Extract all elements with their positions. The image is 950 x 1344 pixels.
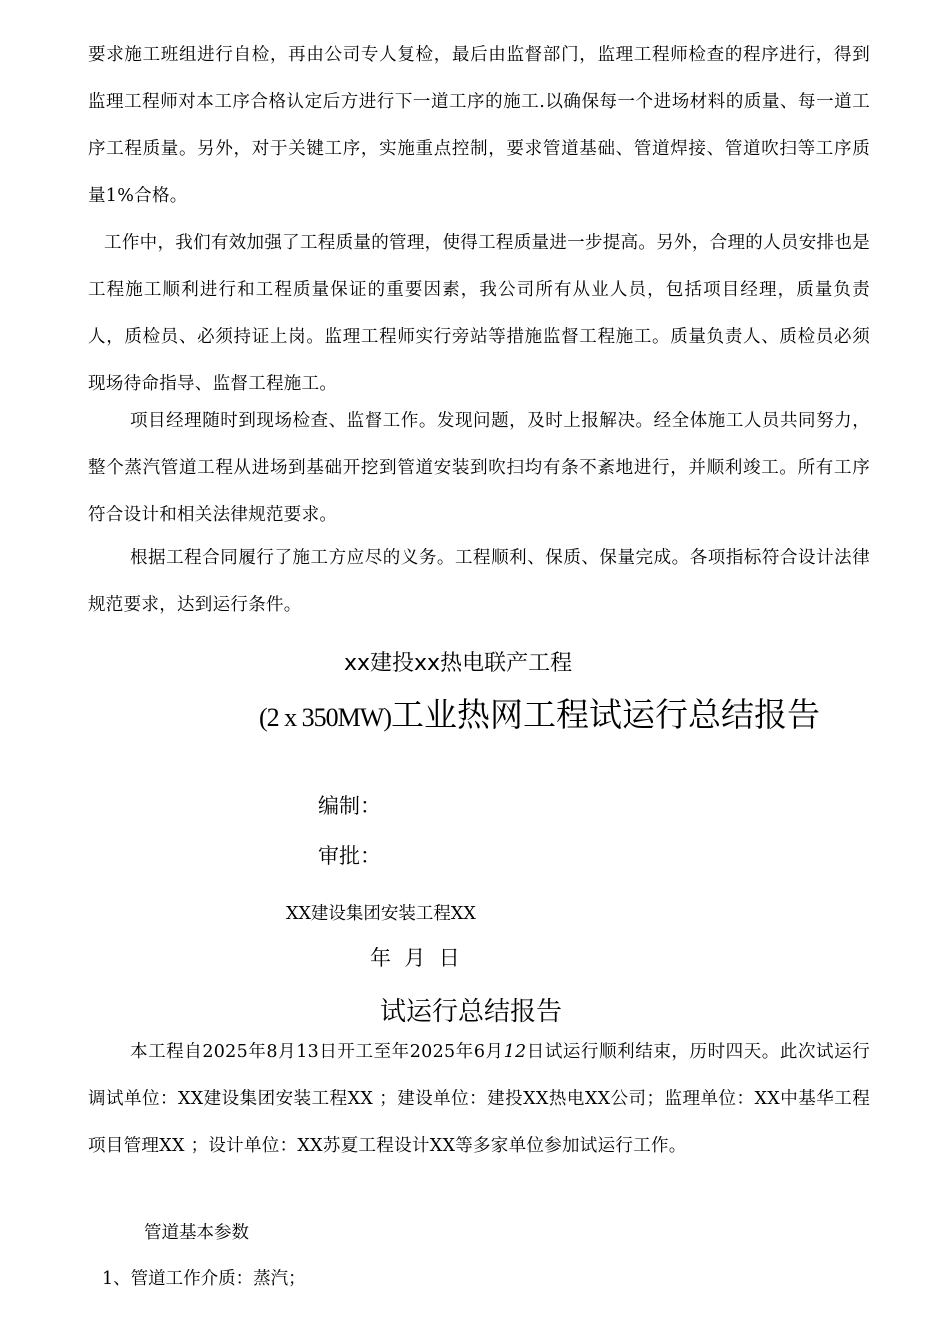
section-title: 管道基本参数 bbox=[144, 1223, 249, 1243]
body-paragraph-4: 根据工程合同履行了施工方应尽的义务。工程顺利、保质、保量完成。各项指标符合设计法律规范要求，达到运行条件。 bbox=[88, 548, 870, 615]
date-label: 年 月 日 bbox=[370, 946, 460, 970]
report-heading: 试运行总结报告 bbox=[380, 997, 563, 1027]
prepared-by-label: 编制： bbox=[318, 794, 381, 818]
intro-before: 本工程自2025年8月13日开工至年2025年6月 bbox=[130, 1042, 504, 1062]
cover-title bbox=[259, 689, 820, 744]
body-paragraph-1: 要求施工班组进行自检，再由公司专人复检，最后由监督部门，监理工程师检查的程序进行，得到监理工程师对本工序合格认定后方进行下一道工序的施工.以确保每一个进场材料的质量、每一道工序工程质量。另外，对于关键工序，实施重点控制，要求管道基础、管道焊接、管道吹扫等工序质量1%合格。 bbox=[88, 45, 870, 206]
cover-title-main: 工业热网工程试运行总结报告 bbox=[390, 695, 820, 734]
cover-title-prefix: (2 x 350MW) bbox=[259, 703, 391, 732]
approved-by-label: 审批： bbox=[318, 844, 381, 868]
body-paragraph-2: 工作中，我们有效加强了工程质量的管理，使得工程质量进一步提高。另外，合理的人员安排也是工程施工顺利进行和工程质量保证的重要因素，我公司所有从业人员，包括项目经理，质量负责人，质检员、必须持证上岗。监理工程师实行旁站等措施监督工程施工。质量负责人、质检员必须现场待命指导、监督工程施工。 bbox=[88, 233, 870, 394]
company-name: XX建设集团安装工程XX bbox=[286, 904, 476, 924]
parameter-item-1: 1、管道工作介质：蒸汽； bbox=[102, 1269, 306, 1289]
intro-after: 日试运行顺利结束，历时四天。此次试运行调试单位：XX建设集团安装工程XX ；建设单位：建投XX热电XX公司；监理单位：XX中基华工程项目管理XX ；设计单位：XX苏夏工程设计XX等多家单位参加试运行工作。 bbox=[88, 1042, 870, 1156]
cover-subtitle: xx建投xx热电联产工程 bbox=[344, 651, 573, 676]
report-intro-paragraph bbox=[88, 1029, 870, 1170]
intro-day: 12 bbox=[503, 1042, 527, 1062]
body-paragraph-3: 项目经理随时到现场检查、监督工作。发现问题，及时上报解决。经全体施工人员共同努力，整个蒸汽管道工程从进场到基础开挖到管道安装到吹扫均有条不紊地进行，并顺利竣工。所有工序符合设计和相关法律规范要求。 bbox=[88, 411, 870, 525]
